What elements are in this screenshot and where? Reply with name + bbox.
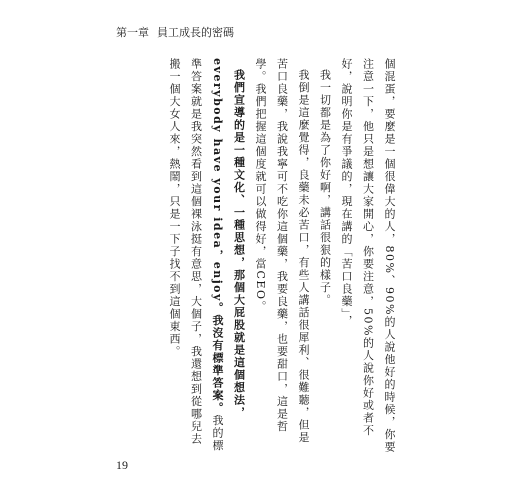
text-run: 我倒是這麼覺得，良藥未必苦口，有些人講話很犀利、很難聽，但是苦口良藥，我說我寧可不吃你這個藥，我要良藥，也要甜口，這是哲學。我們把握這個度就可以做得好，當CEO。 bbox=[254, 58, 310, 444]
paragraph bbox=[250, 58, 315, 456]
bold-text: 我們宣導的是一種文化、一種思想，那個大屁股就是這個想法，everybody have your idea，enjoy。我沒有標準答案。 bbox=[211, 58, 246, 419]
text-run: 我一切都是為了你好啊，講話很狠的樣子。 bbox=[318, 69, 332, 307]
body-text bbox=[164, 58, 401, 456]
paragraph bbox=[336, 58, 401, 456]
text-run: 個混蛋，要麼是一個很偉大的人，80%、90%的人說他好的時候，你要注意一下，他只是想讓大家開心，你要注意，50%的人說你好或者不好，說明你是有爭議的，現在講的「苦口良藥」， bbox=[340, 58, 396, 454]
chapter-label: 第一章 bbox=[116, 26, 149, 39]
page-number: 19 bbox=[116, 458, 128, 472]
paragraph bbox=[314, 58, 336, 456]
chapter-title: 員工成長的密碼 bbox=[157, 26, 234, 39]
text-run: 我的標準答案就是我突然看到這個裸泳挺有意思，大個子，我還想到從哪兒去搬一個大女人來，熱鬧，只是一下子找不到這個東西。 bbox=[168, 58, 224, 452]
running-header bbox=[116, 24, 234, 40]
paragraph bbox=[164, 58, 250, 456]
